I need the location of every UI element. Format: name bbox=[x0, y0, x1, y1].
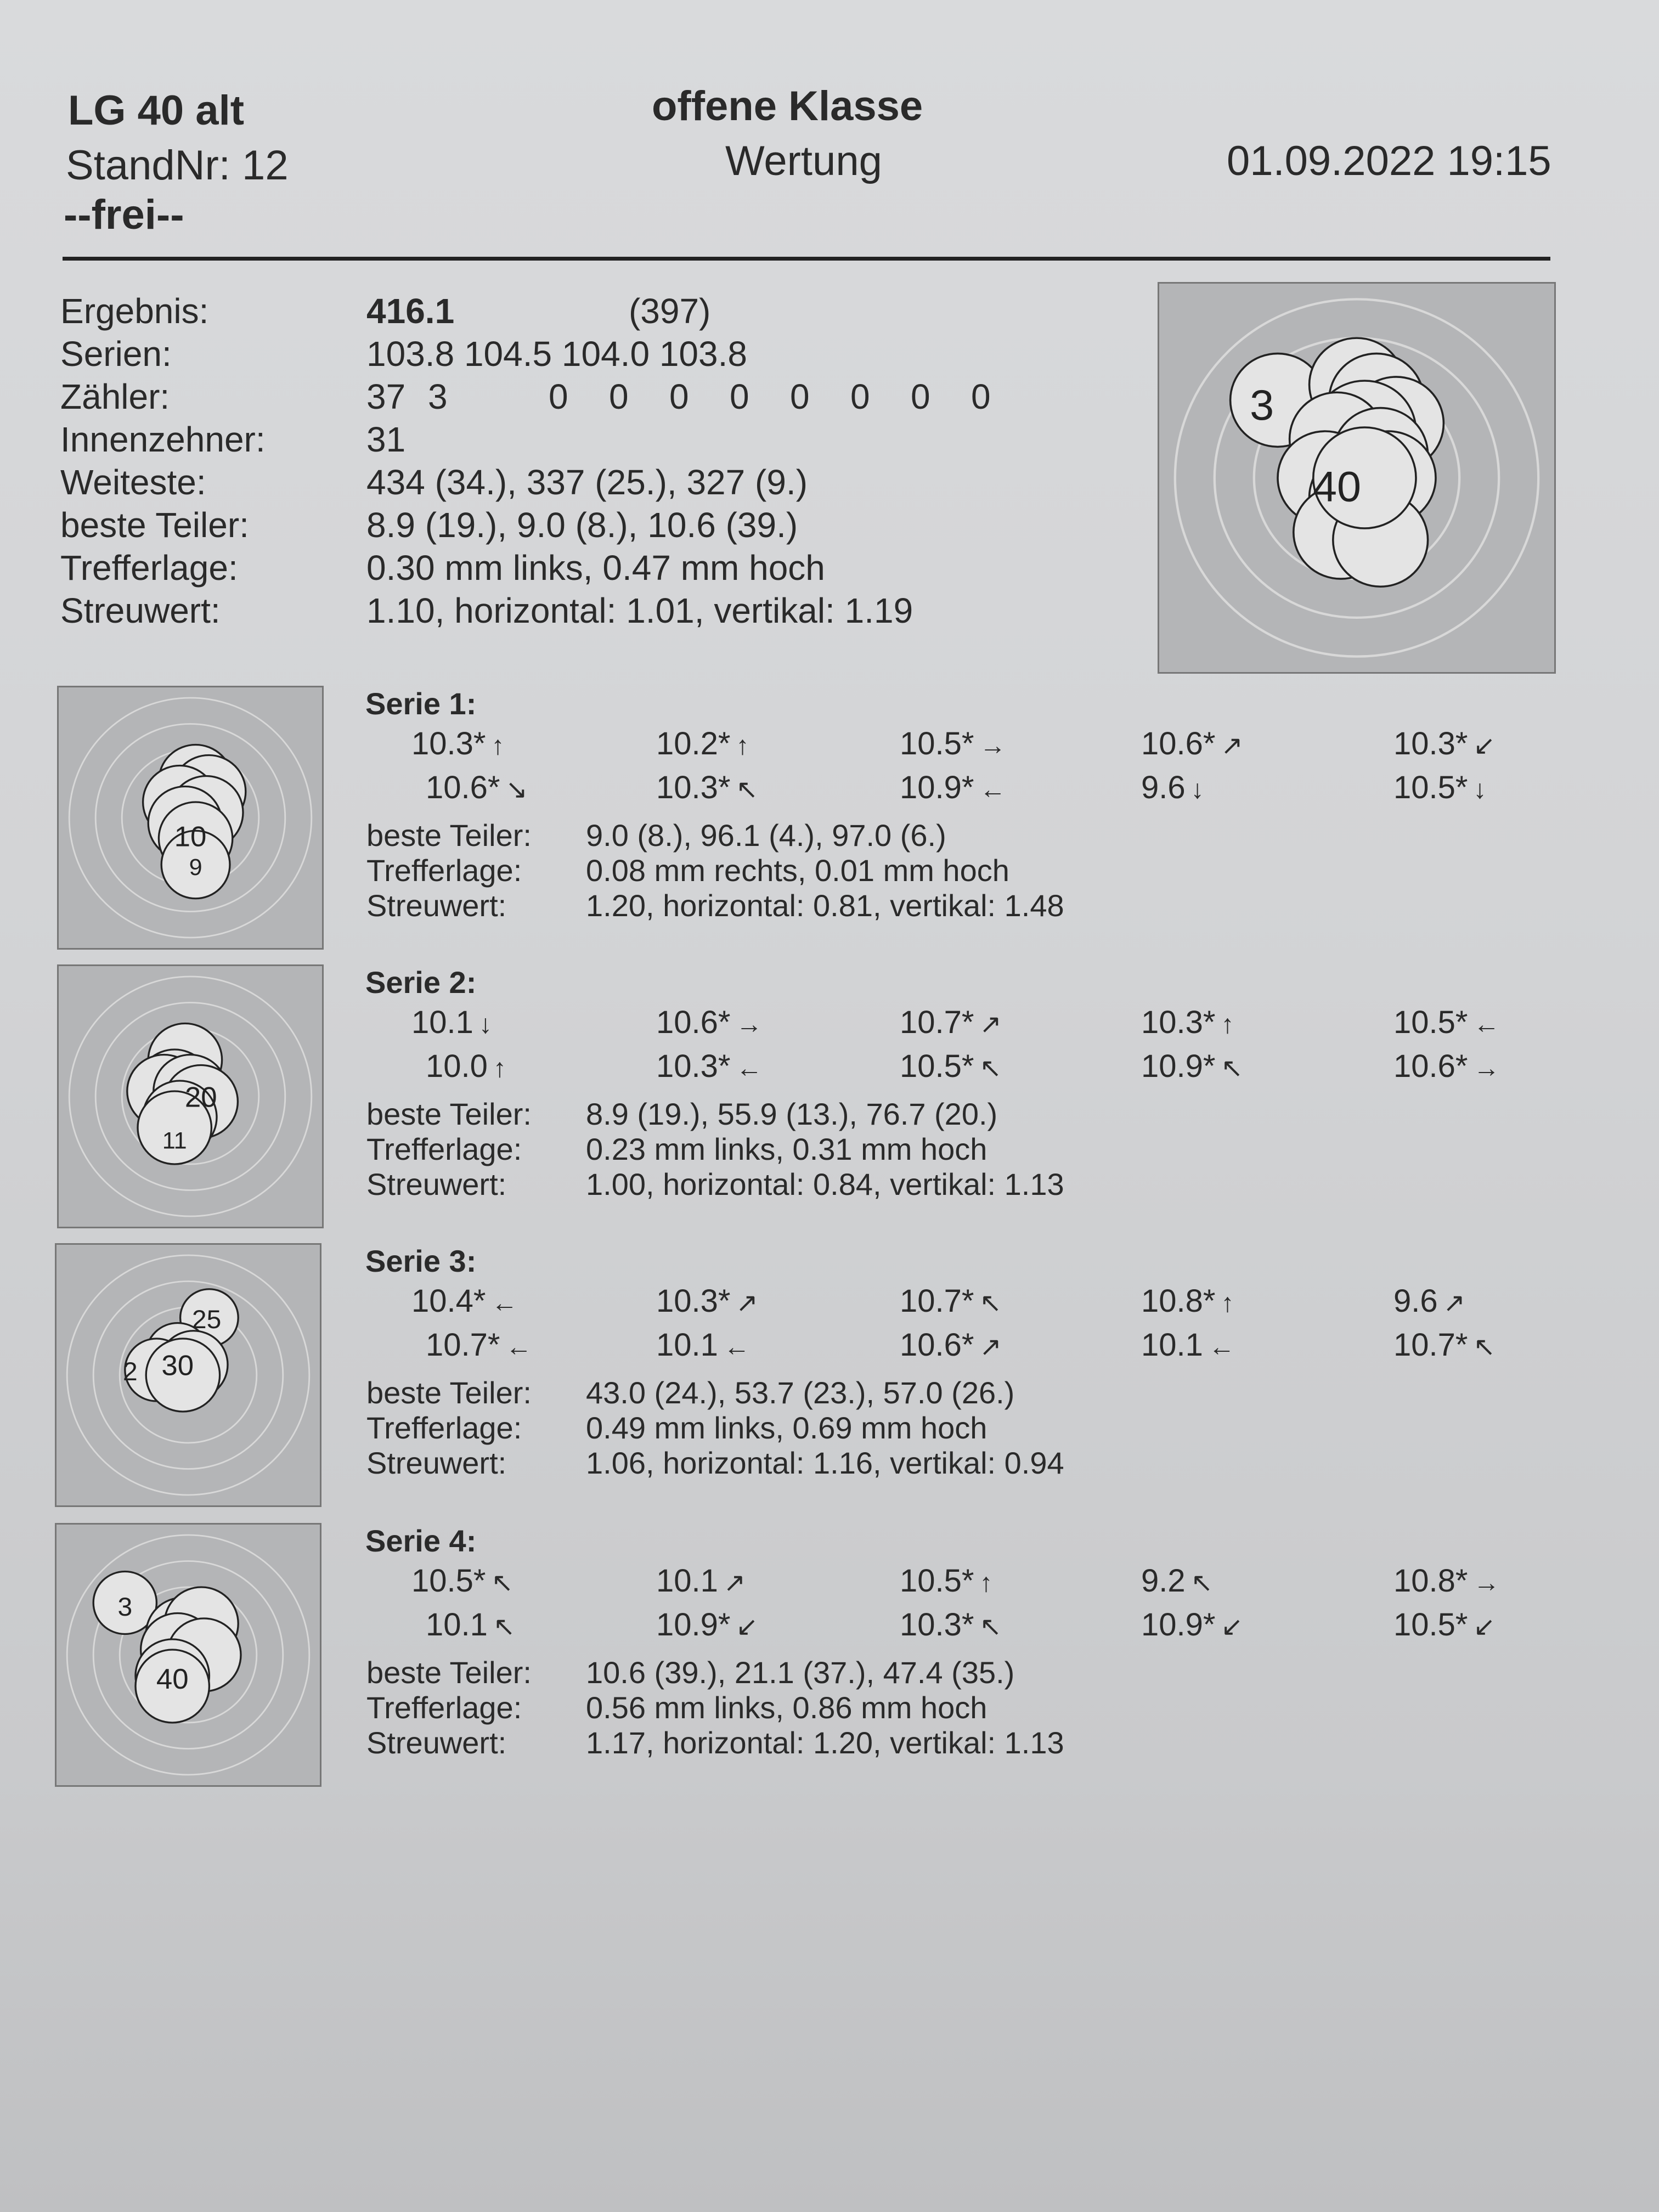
direction-arrow-icon: ↖ bbox=[1190, 1568, 1213, 1598]
shot-entry bbox=[656, 769, 758, 806]
summary-label: Trefferlage: bbox=[60, 548, 238, 588]
shot-value: 10.6* bbox=[900, 1327, 974, 1363]
shot-value: 10.5* bbox=[900, 726, 974, 761]
shot-value: 10.1 bbox=[656, 1327, 718, 1363]
shot-entry bbox=[656, 1048, 762, 1085]
shot-entry bbox=[1141, 1606, 1243, 1643]
direction-arrow-icon: → bbox=[736, 1010, 763, 1039]
shot-label: 40 bbox=[1312, 462, 1362, 511]
direction-arrow-icon: ↖ bbox=[1473, 1333, 1496, 1362]
counter-value: 37 bbox=[366, 377, 406, 416]
direction-arrow-icon: ↗ bbox=[723, 1568, 746, 1598]
summary-label: Ergebnis: bbox=[60, 291, 209, 331]
direction-arrow-icon: ↖ bbox=[979, 1289, 1002, 1318]
shot-entry bbox=[656, 1327, 750, 1363]
shot-entry bbox=[900, 1004, 1002, 1041]
shot-value: 10.5* bbox=[1393, 1607, 1468, 1643]
shot-entry bbox=[426, 1048, 506, 1085]
summary-label: Innenzehner: bbox=[60, 420, 266, 459]
direction-arrow-icon: ↑ bbox=[736, 731, 749, 760]
direction-arrow-icon: → bbox=[1473, 1568, 1500, 1598]
shot-label: 30 bbox=[161, 1349, 194, 1382]
shot-label: 3 bbox=[1250, 381, 1274, 429]
shot-value: 10.6* bbox=[1393, 1048, 1468, 1084]
summary-label: beste Teiler: bbox=[60, 505, 249, 545]
direction-arrow-icon: ↑ bbox=[979, 1568, 993, 1598]
shot-entry bbox=[1141, 1283, 1234, 1319]
direction-arrow-icon: ← bbox=[736, 1054, 763, 1083]
result-value: 416.1 bbox=[366, 291, 455, 331]
stand-label: StandNr: bbox=[66, 142, 230, 189]
shot-entry bbox=[656, 1562, 746, 1599]
shot-value: 10.3* bbox=[656, 770, 731, 805]
counter-value: 0 bbox=[730, 377, 749, 416]
series-target bbox=[55, 1523, 321, 1787]
detail-label: beste Teiler: bbox=[366, 1655, 532, 1690]
counter-value: 3 bbox=[428, 377, 448, 416]
direction-arrow-icon: ↑ bbox=[491, 731, 505, 760]
shot-entry bbox=[426, 1606, 515, 1643]
shot-entry bbox=[1141, 1004, 1234, 1041]
detail-value: 0.56 mm links, 0.86 mm hoch bbox=[586, 1690, 988, 1725]
counter-value: 0 bbox=[911, 377, 930, 416]
shot-value: 10.7* bbox=[1393, 1327, 1468, 1363]
shot-label: 10 bbox=[174, 820, 207, 853]
detail-value: 1.20, horizontal: 0.81, vertikal: 1.48 bbox=[586, 888, 1064, 923]
detail-label: Trefferlage: bbox=[366, 1690, 522, 1725]
inner-tens-value: 31 bbox=[366, 420, 406, 459]
shot-value: 10.9* bbox=[1141, 1607, 1216, 1643]
series-target bbox=[55, 1243, 321, 1507]
direction-arrow-icon: ← bbox=[505, 1333, 532, 1362]
target-svg bbox=[1159, 284, 1554, 672]
direction-arrow-icon: → bbox=[979, 731, 1006, 760]
direction-arrow-icon: ↗ bbox=[979, 1010, 1002, 1039]
detail-value: 0.08 mm rechts, 0.01 mm hoch bbox=[586, 853, 1009, 888]
result-ring: (397) bbox=[628, 291, 711, 331]
shot-value: 10.5* bbox=[1393, 770, 1468, 805]
shot-entry bbox=[900, 725, 1006, 762]
shot-value: 10.3* bbox=[900, 1607, 974, 1643]
shot-entry bbox=[411, 725, 504, 762]
counter-value: 0 bbox=[669, 377, 689, 416]
shot-entry bbox=[656, 1004, 762, 1041]
shot-label: 2 bbox=[123, 1357, 138, 1386]
direction-arrow-icon: ↙ bbox=[736, 1612, 758, 1641]
counter-value: 0 bbox=[790, 377, 810, 416]
detail-label: Streuwert: bbox=[366, 1167, 507, 1201]
shot-entry bbox=[411, 1562, 514, 1599]
shot-value: 10.3* bbox=[656, 1283, 731, 1319]
summary-label: Serien: bbox=[60, 334, 172, 374]
shot-value: 10.2* bbox=[656, 726, 731, 761]
hit-position-value: 0.30 mm links, 0.47 mm hoch bbox=[366, 548, 825, 588]
shot-entry bbox=[900, 1283, 1002, 1319]
farthest-value: 434 (34.), 337 (25.), 327 (9.) bbox=[366, 462, 808, 502]
shot-value: 9.6 bbox=[1393, 1283, 1438, 1319]
shot-value: 10.1 bbox=[1141, 1327, 1203, 1363]
shot-entry bbox=[411, 1283, 517, 1319]
shot-label: 3 bbox=[117, 1593, 133, 1622]
detail-value: 0.23 mm links, 0.31 mm hoch bbox=[586, 1132, 988, 1166]
shot-value: 10.3* bbox=[1393, 726, 1468, 761]
series-title: Serie 3: bbox=[365, 1244, 477, 1278]
direction-arrow-icon: ↗ bbox=[1443, 1289, 1465, 1318]
shot-entry bbox=[656, 1283, 758, 1319]
shot-entry bbox=[1141, 769, 1204, 806]
direction-arrow-icon: ↑ bbox=[493, 1054, 506, 1083]
shot-entry bbox=[900, 1048, 1002, 1085]
direction-arrow-icon: ↓ bbox=[478, 1010, 492, 1039]
detail-value: 1.17, horizontal: 1.20, vertikal: 1.13 bbox=[586, 1725, 1064, 1760]
shot-entry bbox=[656, 725, 749, 762]
direction-arrow-icon: ↖ bbox=[491, 1568, 514, 1598]
direction-arrow-icon: ↑ bbox=[1221, 1289, 1234, 1318]
shot-label: 9 bbox=[189, 854, 202, 881]
shot-entry bbox=[1393, 769, 1486, 806]
shot-value: 10.1 bbox=[656, 1563, 718, 1599]
direction-arrow-icon: ← bbox=[491, 1289, 518, 1318]
direction-arrow-icon: → bbox=[1473, 1054, 1500, 1083]
counter-value: 0 bbox=[549, 377, 568, 416]
detail-label: Trefferlage: bbox=[366, 1132, 522, 1166]
detail-value: 0.49 mm links, 0.69 mm hoch bbox=[586, 1410, 988, 1445]
summary-label: Streuwert: bbox=[60, 591, 221, 630]
summary-result-row bbox=[366, 291, 710, 331]
direction-arrow-icon: ↖ bbox=[736, 775, 758, 804]
shot-value: 10.5* bbox=[411, 1563, 486, 1599]
shot-value: 10.1 bbox=[411, 1005, 473, 1040]
shot-value: 10.9* bbox=[656, 1607, 731, 1643]
shot-entry bbox=[900, 1562, 992, 1599]
summary-label: Zähler: bbox=[60, 377, 170, 416]
shot-entry bbox=[426, 1327, 532, 1363]
shot-value: 10.3* bbox=[656, 1048, 731, 1084]
direction-arrow-icon: ← bbox=[723, 1333, 750, 1362]
shot-value: 10.9* bbox=[900, 770, 974, 805]
shot-label: 25 bbox=[191, 1305, 222, 1334]
direction-arrow-icon: ↖ bbox=[493, 1612, 516, 1641]
counter-value: 0 bbox=[609, 377, 629, 416]
shot-value: 10.0 bbox=[426, 1048, 488, 1084]
target-svg bbox=[59, 687, 322, 948]
shot-entry bbox=[1393, 1004, 1499, 1041]
shot-entry bbox=[1393, 1606, 1496, 1643]
target-svg bbox=[59, 966, 322, 1227]
shot-value: 10.3* bbox=[411, 726, 486, 761]
shot-value: 10.5* bbox=[1393, 1005, 1468, 1040]
direction-arrow-icon: ← bbox=[979, 775, 1006, 804]
shot-entry bbox=[1141, 1048, 1243, 1085]
detail-value: 10.6 (39.), 21.1 (37.), 47.4 (35.) bbox=[586, 1655, 1015, 1690]
series-target bbox=[57, 964, 324, 1228]
shot-entry bbox=[1393, 1327, 1496, 1363]
direction-arrow-icon: ↗ bbox=[736, 1289, 758, 1318]
shot-label: 40 bbox=[156, 1663, 189, 1696]
shot-value: 10.1 bbox=[426, 1607, 488, 1643]
detail-label: beste Teiler: bbox=[366, 1375, 532, 1410]
discipline-title: LG 40 alt bbox=[68, 87, 244, 134]
direction-arrow-icon: ↘ bbox=[505, 775, 528, 804]
shot-value: 10.6* bbox=[656, 1005, 731, 1040]
direction-arrow-icon: ↙ bbox=[1473, 1612, 1496, 1641]
shot-value: 10.6* bbox=[426, 770, 500, 805]
direction-arrow-icon: ↗ bbox=[979, 1333, 1002, 1362]
shot-value: 10.7* bbox=[900, 1005, 974, 1040]
summary-label: Weiteste: bbox=[60, 462, 206, 502]
shot-value: 10.5* bbox=[900, 1563, 974, 1599]
detail-value: 8.9 (19.), 55.9 (13.), 76.7 (20.) bbox=[586, 1097, 998, 1131]
summary-target bbox=[1158, 282, 1556, 674]
direction-arrow-icon: ↙ bbox=[1473, 731, 1496, 760]
direction-arrow-icon: ↖ bbox=[979, 1054, 1002, 1083]
direction-arrow-icon: ↓ bbox=[1473, 775, 1487, 804]
direction-arrow-icon: ↗ bbox=[1221, 731, 1243, 760]
shot-value: 10.7* bbox=[426, 1327, 500, 1363]
shot-value: 10.3* bbox=[1141, 1005, 1216, 1040]
detail-label: Streuwert: bbox=[366, 888, 507, 923]
shot-entry bbox=[656, 1606, 758, 1643]
class-title: offene Klasse bbox=[652, 83, 923, 129]
shot-entry bbox=[1393, 1562, 1499, 1599]
series-target bbox=[57, 686, 324, 950]
stand-value: 12 bbox=[242, 142, 289, 189]
shot-entry bbox=[900, 769, 1006, 806]
shot-entry bbox=[1141, 1327, 1235, 1363]
target-svg bbox=[57, 1525, 320, 1785]
detail-value: 43.0 (24.), 53.7 (23.), 57.0 (26.) bbox=[586, 1375, 1015, 1410]
direction-arrow-icon: ↑ bbox=[1221, 1010, 1234, 1039]
shot-value: 10.7* bbox=[900, 1283, 974, 1319]
shot-value: 10.8* bbox=[1141, 1283, 1216, 1319]
counter-value: 0 bbox=[971, 377, 991, 416]
shot-value: 10.5* bbox=[900, 1048, 974, 1084]
detail-label: beste Teiler: bbox=[366, 818, 532, 853]
direction-arrow-icon: ← bbox=[1208, 1333, 1235, 1362]
shot-entry bbox=[1141, 725, 1243, 762]
shot-entry bbox=[1393, 1283, 1465, 1319]
detail-label: Streuwert: bbox=[366, 1446, 507, 1480]
shot-label: 11 bbox=[162, 1127, 187, 1154]
detail-value: 1.06, horizontal: 1.16, vertikal: 0.94 bbox=[586, 1446, 1064, 1480]
direction-arrow-icon: ↖ bbox=[1221, 1054, 1243, 1083]
detail-value: 9.0 (8.), 96.1 (4.), 97.0 (6.) bbox=[586, 818, 946, 853]
direction-arrow-icon: ↓ bbox=[1190, 775, 1204, 804]
best-divider-value: 8.9 (19.), 9.0 (8.), 10.6 (39.) bbox=[366, 505, 798, 545]
shot-value: 10.4* bbox=[411, 1283, 486, 1319]
shooter-name: --frei-- bbox=[64, 191, 184, 238]
detail-label: Streuwert: bbox=[366, 1725, 507, 1760]
series-values: 103.8 104.5 104.0 103.8 bbox=[366, 334, 747, 374]
detail-label: Trefferlage: bbox=[366, 853, 522, 888]
shot-entry bbox=[900, 1327, 1002, 1363]
shot-value: 10.8* bbox=[1393, 1563, 1468, 1599]
date-time: 01.09.2022 19:15 bbox=[1227, 138, 1551, 184]
target-svg bbox=[57, 1245, 320, 1505]
shot-value: 9.6 bbox=[1141, 770, 1186, 805]
series-title: Serie 1: bbox=[365, 686, 477, 721]
shot-value: 9.2 bbox=[1141, 1563, 1186, 1599]
series-title: Serie 4: bbox=[365, 1523, 477, 1558]
direction-arrow-icon: ← bbox=[1473, 1010, 1500, 1039]
shot-entry bbox=[900, 1606, 1002, 1643]
header-divider bbox=[63, 257, 1550, 261]
spread-value: 1.10, horizontal: 1.01, vertikal: 1.19 bbox=[366, 591, 913, 630]
shot-label: 20 bbox=[184, 1081, 217, 1114]
detail-label: Trefferlage: bbox=[366, 1410, 522, 1445]
direction-arrow-icon: ↖ bbox=[979, 1612, 1002, 1641]
shot-value: 10.6* bbox=[1141, 726, 1216, 761]
counter-value: 0 bbox=[850, 377, 870, 416]
detail-label: beste Teiler: bbox=[366, 1097, 532, 1131]
shot-entry bbox=[426, 769, 528, 806]
shot-entry bbox=[1141, 1562, 1213, 1599]
series-title: Serie 2: bbox=[365, 965, 477, 1000]
shot-entry bbox=[411, 1004, 492, 1041]
direction-arrow-icon: ↙ bbox=[1221, 1612, 1243, 1641]
detail-value: 1.00, horizontal: 0.84, vertikal: 1.13 bbox=[586, 1167, 1064, 1201]
shot-entry bbox=[1393, 725, 1496, 762]
mode-title: Wertung bbox=[725, 138, 882, 184]
shot-entry bbox=[1393, 1048, 1499, 1085]
shot-value: 10.9* bbox=[1141, 1048, 1216, 1084]
stand-number bbox=[66, 142, 289, 189]
